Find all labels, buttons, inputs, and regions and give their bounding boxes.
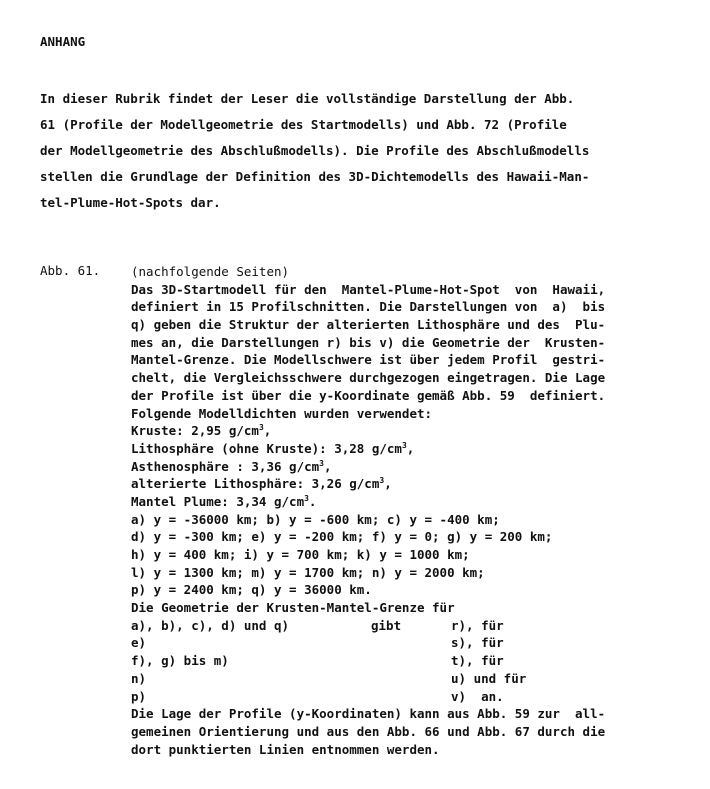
closing-line: dort punktierten Linien entnommen werden. <box>131 741 440 757</box>
geometry-row <box>131 670 701 688</box>
caption-line: (nachfolgende Seiten) <box>131 264 290 279</box>
intro-line: 61 (Profile der Modellgeometrie des Startmodells) und Abb. 72 (Profile <box>40 117 567 132</box>
profile-line: a) y = -36000 km; b) y = -600 km; c) y = -400 km; <box>131 511 500 527</box>
geometry-right: r), für <box>451 617 504 633</box>
intro-line: stellen die Grundlage der Definition des 3D-Dichtemodells des Hawaii-Man- <box>40 169 590 184</box>
density-line <box>131 475 701 493</box>
geometry-right: u) und für <box>451 670 527 686</box>
closing-line: gemeinen Orientierung und aus den Abb. 66 und Abb. 67 durch die <box>131 723 606 739</box>
intro-line: tel-Plume-Hot-Spots dar. <box>40 195 221 210</box>
profile-line: p) y = 2400 km; q) y = 36000 km. <box>131 582 372 598</box>
density-text: Asthenosphäre : 3,36 g/cm <box>131 458 320 474</box>
geometry-row <box>131 617 701 635</box>
intro-line: der Modellgeometrie des Abschlußmodells). Die Profile des Abschlußmodells <box>40 143 590 158</box>
section-heading: ANHANG <box>40 34 86 49</box>
density-punct: , <box>263 423 272 439</box>
superscript: 3 <box>379 476 385 486</box>
density-line <box>131 422 701 440</box>
density-text: Mantel Plume: 3,34 g/cm <box>131 493 305 509</box>
caption-line: q) geben die Struktur der alterierten Lithosphäre und des Plu- <box>131 317 606 333</box>
caption-line: der Profile ist über die y-Koordinate gemäß Abb. 59 definiert. <box>131 387 606 403</box>
superscript: 3 <box>319 458 324 468</box>
density-text: alterierte Lithosphäre: 3,26 g/cm <box>131 476 380 492</box>
figure-caption <box>131 263 701 758</box>
density-line <box>131 493 701 511</box>
geometry-right: t), für <box>451 653 504 669</box>
profile-line: d) y = -300 km; e) y = -200 km; f) y = 0; g) y = 200 km; <box>131 529 553 545</box>
caption-line: mes an, die Darstellungen r) bis v) die Geometrie der Krusten- <box>131 334 606 350</box>
profile-line: l) y = 1300 km; m) y = 1700 km; n) y = 2000 km; <box>131 564 485 580</box>
superscript: 3 <box>401 440 407 450</box>
density-line <box>131 440 701 458</box>
density-line <box>131 458 701 476</box>
geometry-mid: gibt <box>371 617 402 633</box>
geometry-right: v) an. <box>451 688 504 704</box>
caption-line: Folgende Modelldichten wurden verwendet: <box>131 405 433 421</box>
geometry-right: s), für <box>451 635 504 651</box>
density-punct: , <box>384 476 392 492</box>
intro-paragraph <box>40 86 690 216</box>
profile-line: h) y = 400 km; i) y = 700 km; k) y = 1000 km; <box>131 547 470 562</box>
density-punct: , <box>323 458 332 474</box>
density-punct: , <box>406 440 415 456</box>
geometry-left: p) <box>131 688 147 704</box>
geometry-left: n) <box>131 670 147 686</box>
figure-label: Abb. 61. <box>40 263 101 278</box>
density-text: Lithosphäre (ohne Kruste): 3,28 g/cm <box>131 440 402 456</box>
caption-line: definiert in 15 Profilschnitten. Die Darstellungen von a) bis <box>131 299 606 315</box>
geometry-row <box>131 688 701 706</box>
profile-line: Die Geometrie der Krusten-Mantel-Grenze für <box>131 600 455 616</box>
geometry-row <box>131 652 701 670</box>
geometry-left: a), b), c), d) und q) <box>131 617 290 633</box>
caption-line: chelt, die Vergleichsschwere durchgezogen eingetragen. Die Lage <box>131 370 606 386</box>
intro-line: In dieser Rubrik findet der Leser die vollständige Darstellung der Abb. <box>40 91 575 106</box>
superscript: 3 <box>258 423 264 433</box>
geometry-left: f), g) bis m) <box>131 653 229 669</box>
density-punct: . <box>308 493 317 509</box>
closing-line: Die Lage der Profile (y-Koordinaten) kann aus Abb. 59 zur all- <box>131 706 606 722</box>
caption-line: Das 3D-Startmodell für den Mantel-Plume-Hot-Spot von Hawaii, <box>131 281 606 297</box>
superscript: 3 <box>304 493 309 503</box>
geometry-row <box>131 634 701 652</box>
density-text: Kruste: 2,95 g/cm <box>131 423 259 439</box>
caption-line: Mantel-Grenze. Die Modellschwere ist über jedem Profil gestri- <box>131 352 606 368</box>
geometry-left: e) <box>131 635 147 651</box>
